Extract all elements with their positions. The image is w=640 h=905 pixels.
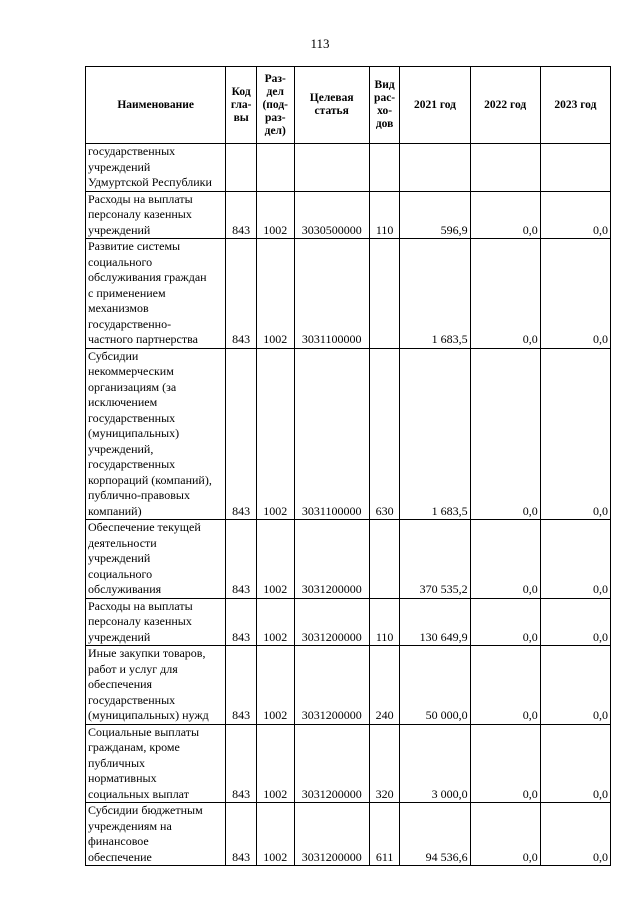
cell-2022: 0,0 (470, 239, 540, 349)
cell-section: 1002 (256, 239, 294, 349)
cell-expense-type: 320 (369, 724, 400, 803)
cell-2021: 94 536,6 (400, 803, 470, 866)
cell-name: государственных учреждений Удмуртской Республики (86, 144, 226, 192)
table-row (86, 646, 611, 725)
cell-section: 1002 (256, 348, 294, 520)
cell-code: 843 (226, 520, 257, 599)
page-number: 113 (310, 36, 330, 51)
cell-expense-type (369, 239, 400, 349)
cell-name: Субсидии бюджетным учреждениям на финансовое обеспечение (86, 803, 226, 866)
cell-target: 3031100000 (294, 239, 369, 349)
cell-2023: 0,0 (540, 348, 610, 520)
cell-2021: 596,9 (400, 191, 470, 239)
cell-2023: 0,0 (540, 520, 610, 599)
header-target: Целевая статья (294, 67, 369, 144)
cell-2021: 50 000,0 (400, 646, 470, 725)
cell-2022: 0,0 (470, 191, 540, 239)
cell-target: 3031200000 (294, 646, 369, 725)
cell-code: 843 (226, 724, 257, 803)
cell-name: Расходы на выплаты персоналу казенных учреждений (86, 598, 226, 646)
cell-code: 843 (226, 803, 257, 866)
cell-section: 1002 (256, 646, 294, 725)
cell-code: 843 (226, 239, 257, 349)
cell-2023: 0,0 (540, 191, 610, 239)
cell-2023: 0,0 (540, 646, 610, 725)
cell-section: 1002 (256, 520, 294, 599)
cell-section: 1002 (256, 598, 294, 646)
cell-2021: 370 535,2 (400, 520, 470, 599)
cell-expense-type: 630 (369, 348, 400, 520)
cell-expense-type (369, 144, 400, 192)
cell-2021: 130 649,9 (400, 598, 470, 646)
table-row (86, 239, 611, 349)
table-row (86, 348, 611, 520)
header-section: Раз- дел (под- раз- дел) (256, 67, 294, 144)
cell-2022: 0,0 (470, 646, 540, 725)
cell-section: 1002 (256, 803, 294, 866)
cell-2023: 0,0 (540, 803, 610, 866)
cell-name: Социальные выплаты гражданам, кроме публичных нормативных социальных выплат (86, 724, 226, 803)
cell-target: 3031100000 (294, 348, 369, 520)
cell-name: Расходы на выплаты персоналу казенных учреждений (86, 191, 226, 239)
table-body (86, 144, 611, 866)
cell-code: 843 (226, 348, 257, 520)
cell-2023: 0,0 (540, 598, 610, 646)
header-code: Код гла- вы (226, 67, 257, 144)
cell-name: Иные закупки товаров, работ и услуг для обеспечения государственных (муниципальных) нужд (86, 646, 226, 725)
cell-section: 1002 (256, 191, 294, 239)
cell-2021: 1 683,5 (400, 348, 470, 520)
cell-code (226, 144, 257, 192)
cell-2021 (400, 144, 470, 192)
cell-name: Обеспечение текущей деятельности учреждений социального обслуживания (86, 520, 226, 599)
cell-expense-type: 611 (369, 803, 400, 866)
cell-name: Субсидии некоммерческим организациям (за исключением государственных (муниципальных) учреждений, государственных корпораций (компаний), публично-правовых компаний) (86, 348, 226, 520)
header-2021: 2021 год (400, 67, 470, 144)
cell-2022: 0,0 (470, 598, 540, 646)
cell-target: 3031200000 (294, 724, 369, 803)
cell-expense-type (369, 520, 400, 599)
budget-table (85, 66, 611, 866)
cell-section (256, 144, 294, 192)
cell-expense-type: 240 (369, 646, 400, 725)
cell-target (294, 144, 369, 192)
cell-2023: 0,0 (540, 239, 610, 349)
table-row (86, 520, 611, 599)
cell-2022: 0,0 (470, 724, 540, 803)
cell-name: Развитие системы социального обслуживания граждан с применением механизмов государственно- частного партнерства (86, 239, 226, 349)
cell-target: 3031200000 (294, 520, 369, 599)
cell-2023: 0,0 (540, 724, 610, 803)
cell-target: 3030500000 (294, 191, 369, 239)
table-row (86, 724, 611, 803)
table-row (86, 191, 611, 239)
table-header-row (86, 67, 611, 144)
cell-section: 1002 (256, 724, 294, 803)
cell-2022 (470, 144, 540, 192)
header-2023: 2023 год (540, 67, 610, 144)
cell-2022: 0,0 (470, 803, 540, 866)
cell-code: 843 (226, 646, 257, 725)
cell-2023 (540, 144, 610, 192)
table-row (86, 598, 611, 646)
cell-target: 3031200000 (294, 803, 369, 866)
table-row (86, 803, 611, 866)
cell-2022: 0,0 (470, 520, 540, 599)
header-2022: 2022 год (470, 67, 540, 144)
cell-expense-type: 110 (369, 598, 400, 646)
cell-2021: 1 683,5 (400, 239, 470, 349)
header-name: Наименование (86, 67, 226, 144)
cell-2022: 0,0 (470, 348, 540, 520)
table-row (86, 144, 611, 192)
cell-expense-type: 110 (369, 191, 400, 239)
header-expense-type: Вид рас- хо- дов (369, 67, 400, 144)
cell-2021: 3 000,0 (400, 724, 470, 803)
cell-code: 843 (226, 598, 257, 646)
cell-target: 3031200000 (294, 598, 369, 646)
cell-code: 843 (226, 191, 257, 239)
